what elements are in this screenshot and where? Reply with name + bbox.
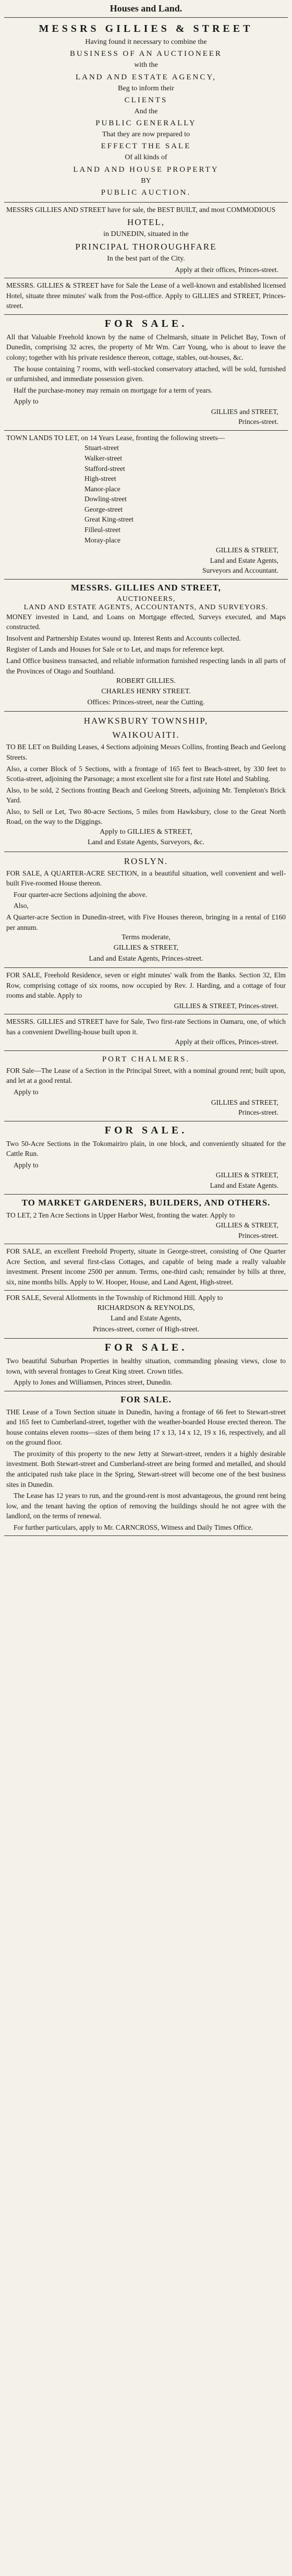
ad-lease bbox=[4, 278, 288, 315]
ad-line: Land and Estate Agents, bbox=[110, 1315, 182, 1323]
ad-line: Surveyors and Accountant. bbox=[202, 566, 278, 575]
ad-line: Two 50-Acre Sections in the Tokomairiro plain, in one block, and conveniently situated for the Cattle Run. bbox=[6, 1139, 286, 1158]
ad-line: Having found it necessary to combine the bbox=[85, 38, 207, 46]
ad-line: Princes-street. bbox=[238, 1108, 278, 1117]
ad-line: Half the purchase-money may remain on mortgage for a term of years. bbox=[14, 386, 213, 394]
ad-line: Apply to Jones and Williamsen, Princes street, Dunedin. bbox=[14, 1378, 173, 1387]
ad-line: LAND AND HOUSE PROPERTY bbox=[73, 165, 219, 174]
ad-line: That they are now prepared to bbox=[102, 131, 190, 139]
ad-line: PUBLIC AUCTION. bbox=[101, 188, 191, 197]
ad-line: FOR SALE. bbox=[120, 1394, 172, 1404]
street-item: Moray-place bbox=[84, 536, 120, 544]
street-item: Stuart-street bbox=[84, 444, 119, 452]
ad-line: Apply to bbox=[14, 1161, 39, 1169]
ad-line: LAND AND ESTATE AGENTS, ACCOUNTANTS, AND SURVEYORS. bbox=[23, 603, 269, 611]
ad-caversham bbox=[4, 315, 288, 431]
ad-money bbox=[4, 580, 288, 712]
ad-line: TO LET, 2 Ten Acre Sections in Upper Harbor West, fronting the water. Apply to bbox=[6, 1211, 235, 1219]
ad-roslyn bbox=[4, 852, 288, 968]
ad-line: GILLIES & STREET, bbox=[113, 944, 179, 952]
ad-line: TO MARKET GARDENERS, BUILDERS, AND OTHERS. bbox=[21, 1197, 271, 1208]
street-item: Walker-street bbox=[84, 454, 123, 463]
ad-line: Also, to Sell or Let, Two 80-acre Sections, 5 miles from Hawksbury, close to the Great North Road, on the way to the Diggings. bbox=[6, 807, 286, 826]
ad-line: Beg to inform their bbox=[118, 84, 174, 92]
ad-line: TO BE LET on Building Leases, 4 Sections adjoining Messrs Collins, fronting Beach and Geelong Streets. bbox=[6, 743, 286, 761]
ad-line: HAWKSBURY TOWNSHIP, bbox=[83, 716, 209, 726]
street-item: Manor-place bbox=[84, 485, 120, 493]
ad-line: Terms moderate, bbox=[121, 933, 171, 942]
ad-line: BUSINESS OF AN AUCTIONEER bbox=[69, 50, 223, 58]
advertisement-column bbox=[4, 20, 288, 1536]
ad-town-lands bbox=[4, 431, 288, 580]
ad-port-chalmers bbox=[4, 1051, 288, 1121]
ad-george-street bbox=[4, 1244, 288, 1291]
ad-line: Also, to be sold, 2 Sections fronting Beach and Geelong Streets, adjoining Mr. Templeton's Brick Yard. bbox=[6, 786, 286, 805]
ad-line: FOR SALE, A QUARTER-ACRE SECTION, in a beautiful situation, well convenient and well-built Five-roomed House thereon. bbox=[6, 869, 286, 888]
ad-suburban bbox=[4, 1339, 288, 1391]
ad-line: Apply to bbox=[14, 397, 39, 406]
ad-line: AUCTIONEERS, bbox=[116, 595, 176, 603]
ad-line: The house containing 7 rooms, with well-stocked conservatory attached, will be sold, furnished or unfurnished, and immediate possession given. bbox=[6, 364, 286, 383]
ad-line: GILLIES & STREET, bbox=[215, 1171, 278, 1179]
street-item: Filleul-street bbox=[84, 525, 120, 534]
ad-line: A Quarter-acre Section in Dunedin-street, with Five Houses thereon, bringing in a rental of £160 per annum. bbox=[6, 913, 286, 931]
ad-line: HOTEL, bbox=[127, 217, 165, 227]
ad-line: Insolvent and Partnership Estates wound up. Interest Rents and Accounts collected. bbox=[6, 634, 241, 642]
ad-line: Apply to GILLIES & STREET, bbox=[100, 828, 192, 836]
ad-line: Apply at their offices, Princes-street. bbox=[175, 265, 278, 274]
ad-line: In the best part of the City. bbox=[107, 255, 185, 263]
ad-line: MESSRS GILLIES AND STREET have for sale, the BEST BUILT, and most COMMODIOUS bbox=[6, 206, 276, 214]
ad-line: And the bbox=[134, 107, 158, 115]
ad-line: The Lease has 12 years to run, and the ground-rent is most advantageous, the ground rent being low, and the tenant having the option of removing the buildings should he not agree with the landlord, on the terms of renewal. bbox=[6, 1492, 286, 1520]
street-item: Stafford-street bbox=[84, 464, 125, 472]
ad-line: RICHARDSON & REYNOLDS, bbox=[97, 1304, 195, 1313]
ad-line: FOR SALE. bbox=[104, 1124, 188, 1136]
ad-line: GILLIES & STREET, bbox=[215, 1221, 278, 1230]
ad-line: All that Valuable Freehold known by the name of Chelmarsh, situate in Pelichet Bay, Town of Dunedin, comprising 32 acres, the property of Mr Wm. Carr Young, who is about to leave the colony; together with his private residence thereon, cottage, stables, out-houses, &c. bbox=[6, 333, 286, 361]
section-title: Houses and Land. bbox=[4, 0, 288, 18]
ad-hawksbury bbox=[4, 712, 288, 852]
ad-line: BY bbox=[141, 176, 151, 185]
ad-line: Princes-street. bbox=[238, 418, 278, 426]
ad-line: THE Lease of a Town Section situate in Dunedin, having a frontage of 66 feet to Stewart-street and 165 feet to Cumberland-street, together with the weather-boarded House erected thereon. The house contains eleven rooms—sizes of them being 17 x 13, 14 x 12, 19 x 16, respectively, and all on the ground floor. bbox=[6, 1408, 286, 1447]
ad-line: Land and Estate Agents, Princes-street. bbox=[89, 954, 203, 963]
ad-line: Also, bbox=[14, 902, 29, 910]
ad-line: GILLIES and STREET, bbox=[211, 407, 278, 416]
ad-line: Land and Estate Agents. bbox=[210, 1181, 278, 1189]
ad-line: with the bbox=[134, 61, 158, 69]
ad-line: MESSRS. GILLIES AND STREET, bbox=[71, 582, 221, 593]
ad-line: MESSRS. GILLIES & STREET have for Sale the Lease of a well-known and established licensed Hotel, situate three minutes' walk from the Post-office. Apply to GILLIES and STREET, Princes-street. bbox=[6, 281, 286, 310]
ad-line: WAIKOUAITI. bbox=[112, 730, 180, 740]
street-item: Great King-street bbox=[84, 515, 134, 524]
ad-line: FOR SALE, an excellent Freehold Property, situate in George-street, consisting of One Quarter Acre Section, and several first-class Cottages, and capable of being made a really valuable investment. Present income 2500 per annum. Terms, one-third cash; remainder by bills at three, six, nine months bills. Apply to W. Hooper, House, and Land Agent, High-street. bbox=[6, 1247, 286, 1286]
ad-line: ROBERT GILLIES. bbox=[116, 677, 176, 686]
ad-gardeners bbox=[4, 1195, 288, 1245]
ad-line: PRINCIPAL THOROUGHFARE bbox=[75, 242, 217, 252]
ad-town-section bbox=[4, 1391, 288, 1537]
ad-line: For further particulars, apply to Mr. CARNCROSS, Witness and Daily Times Office. bbox=[14, 1523, 253, 1531]
ad-richmond-hill bbox=[4, 1291, 288, 1338]
ad-line: The proximity of this property to the new Jetty at Stewart-street, renders it a highly desirable investment. Both Stewart-street and Cumberland-street are being formed and metalled, and should the anticipated rush take place in the Spring, Stewart-street will become one of the best business sites in Dunedin. bbox=[6, 1449, 286, 1488]
ad-line: PUBLIC GENERALLY bbox=[95, 119, 197, 128]
ad-hotel bbox=[4, 203, 288, 278]
street-item: High-street bbox=[84, 475, 116, 483]
street-item: George-street bbox=[84, 505, 123, 513]
ad-line: CHARLES HENRY STREET. bbox=[101, 688, 191, 696]
ad-line: CLIENTS bbox=[124, 96, 168, 104]
ad-line: MESSRS GILLIES & STREET bbox=[39, 23, 253, 34]
ad-line: Two beautiful Suburban Properties in healthy situation, commanding pleasing views, close to town, with several frontages to Great King street. Crown titles. bbox=[6, 1356, 286, 1375]
ad-line: FOR SALE, Several Allotments in the Township of Richmond Hill. Apply to bbox=[6, 1294, 223, 1302]
ad-line: FOR SALE, Freehold Residence, seven or eight minutes' walk from the Banks. Section 32, Elm Row, comprising cottage of six rooms, now occupied by Rev. J. Harding, and a cottage of four rooms and stable. Apply to bbox=[6, 971, 286, 1000]
ad-line: MESSRS. GILLIES and STREET have for Sale, Two first-rate Sections in Oamaru, one, of which has a convenient Dwelling-house built upon it. bbox=[6, 1018, 286, 1036]
ad-tokomairiro bbox=[4, 1121, 288, 1195]
ad-line: GILLIES and STREET, bbox=[211, 1098, 278, 1106]
ad-line: LAND AND ESTATE AGENCY, bbox=[75, 73, 217, 81]
ad-line: PORT CHALMERS. bbox=[102, 1055, 190, 1064]
ad-freehold-residence bbox=[4, 968, 288, 1014]
ad-line: GILLIES & STREET, bbox=[215, 546, 278, 554]
ad-line: MONEY invested in Land, and Loans on Mortgage effected, Surveys executed, and Maps constructed. bbox=[6, 612, 286, 631]
ad-line: Land and Estate Agents, Surveyors, &c. bbox=[88, 838, 204, 847]
ad-line: TOWN LANDS TO LET, on 14 Years Lease, fronting the following streets— bbox=[6, 433, 225, 442]
ad-line: EFFECT THE SALE bbox=[101, 142, 191, 151]
ad-line: Four quarter-acre Sections adjoining the above. bbox=[14, 890, 148, 899]
ad-line: Princes-street, corner of High-street. bbox=[92, 1325, 200, 1333]
ad-line: FOR Sale—The Lease of a Section in the Principal Street, with a nominal ground rent; built upon, and let at a good rental. bbox=[6, 1066, 286, 1085]
ad-line: Land Office business transacted, and reliable information furnished respecting lands in all parts of the Provinces of Otago and Southland. bbox=[6, 657, 286, 675]
ad-line: FOR SALE. bbox=[104, 1341, 188, 1353]
ad-line: Offices: Princes-street, near the Cutting. bbox=[87, 698, 205, 706]
ad-line: Register of Lands and Houses for Sale or to Let, and maps for reference kept. bbox=[6, 645, 225, 654]
ad-line: Land and Estate Agents, bbox=[210, 556, 278, 564]
ad-line: Apply to bbox=[14, 1088, 39, 1096]
ad-line: in DUNEDIN, situated in the bbox=[103, 230, 189, 238]
ad-line: FOR SALE. bbox=[104, 317, 188, 329]
ad-line: GILLIES & STREET, Princes-street. bbox=[174, 1001, 278, 1010]
ad-line: Princes-street. bbox=[238, 1231, 278, 1239]
ad-line: ROSLYN. bbox=[124, 856, 168, 866]
ad-line: Of all kinds of bbox=[125, 153, 167, 162]
ad-auctioneer bbox=[4, 20, 288, 203]
ad-oamaru bbox=[4, 1014, 288, 1051]
ad-line: Apply at their offices, Princes-street. bbox=[175, 1038, 278, 1046]
street-item: Dowling-street bbox=[84, 495, 127, 503]
ad-line: Also, a corner Block of 5 Sections, with a frontage of 165 feet to Beach-street, by 330 feet to Scotia-street, adjoining the Parsonage; a most excellent site for a first rate Hotel and Stabling. bbox=[6, 764, 286, 783]
